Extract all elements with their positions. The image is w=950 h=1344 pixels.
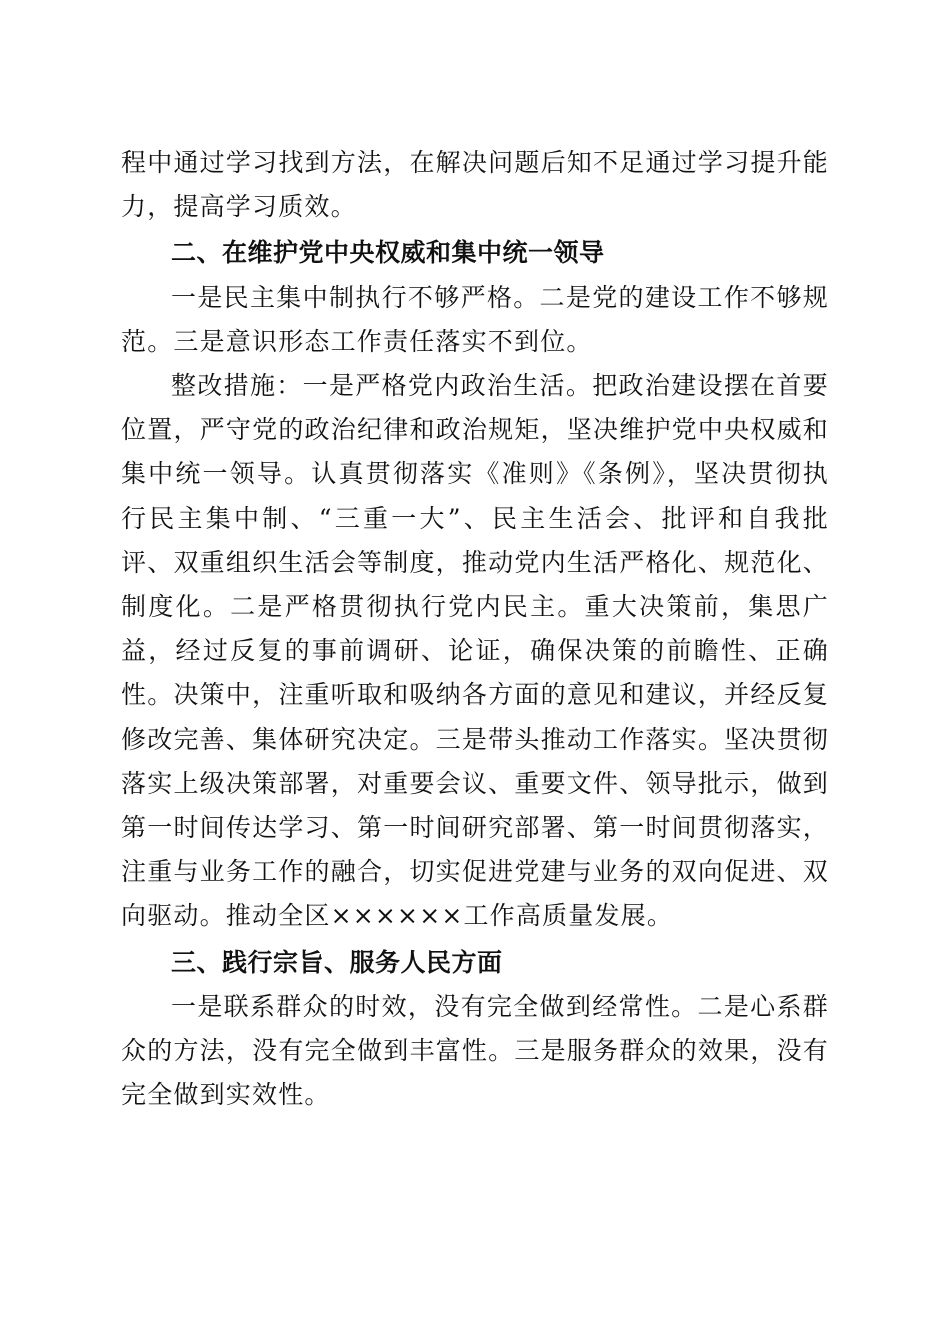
section-2-heading: 二、在维护党中央权威和集中统一领导 [171, 238, 605, 268]
section-2-measures-paragraph: 整改措施：一是严格党内政治生活。把政治建设摆在首要位置，严守党的政治纪律和政治规矩，坚决维护党中央权威和集中统一领导。认真贯彻落实《准则》《条例》，坚决贯彻执行民主集中制、“三重一大”、民主生活会、批评和自我批评、双重组织生活会等制度，推动党内生活严格化、规范化、制度化。二是严格贯彻执行党内民主。重大决策前，集思广益，经过反复的事前调研、论证，确保决策的前瞻性、正确性。决策中，注重听取和吸纳各方面的意见和建议，并经反复修改完善、集体研究决定。三是带头推动工作落实。坚决贯彻落实上级决策部署，对重要会议、重要文件、领导批示，做到第一时间传达学习、第一时间研究部署、第一时间贯彻落实，注重与业务工作的融合，切实促进党建与业务的双向促进、双向驱动。推动全区××××××工作高质量发展。 [121, 371, 829, 931]
section-2-problems-paragraph: 一是民主集中制执行不够严格。二是党的建设工作不够规范。三是意识形态工作责任落实不到位。 [121, 282, 829, 356]
document-page [121, 141, 829, 1117]
section-3-problems-paragraph: 一是联系群众的时效，没有完全做到经常性。二是心系群众的方法，没有完全做到丰富性。三是服务群众的效果，没有完全做到实效性。 [121, 991, 829, 1110]
continuation-paragraph: 程中通过学习找到方法，在解决问题后知不足通过学习提升能力，提高学习质效。 [121, 148, 829, 222]
section-3-heading: 三、践行宗旨、服务人民方面 [171, 947, 503, 977]
